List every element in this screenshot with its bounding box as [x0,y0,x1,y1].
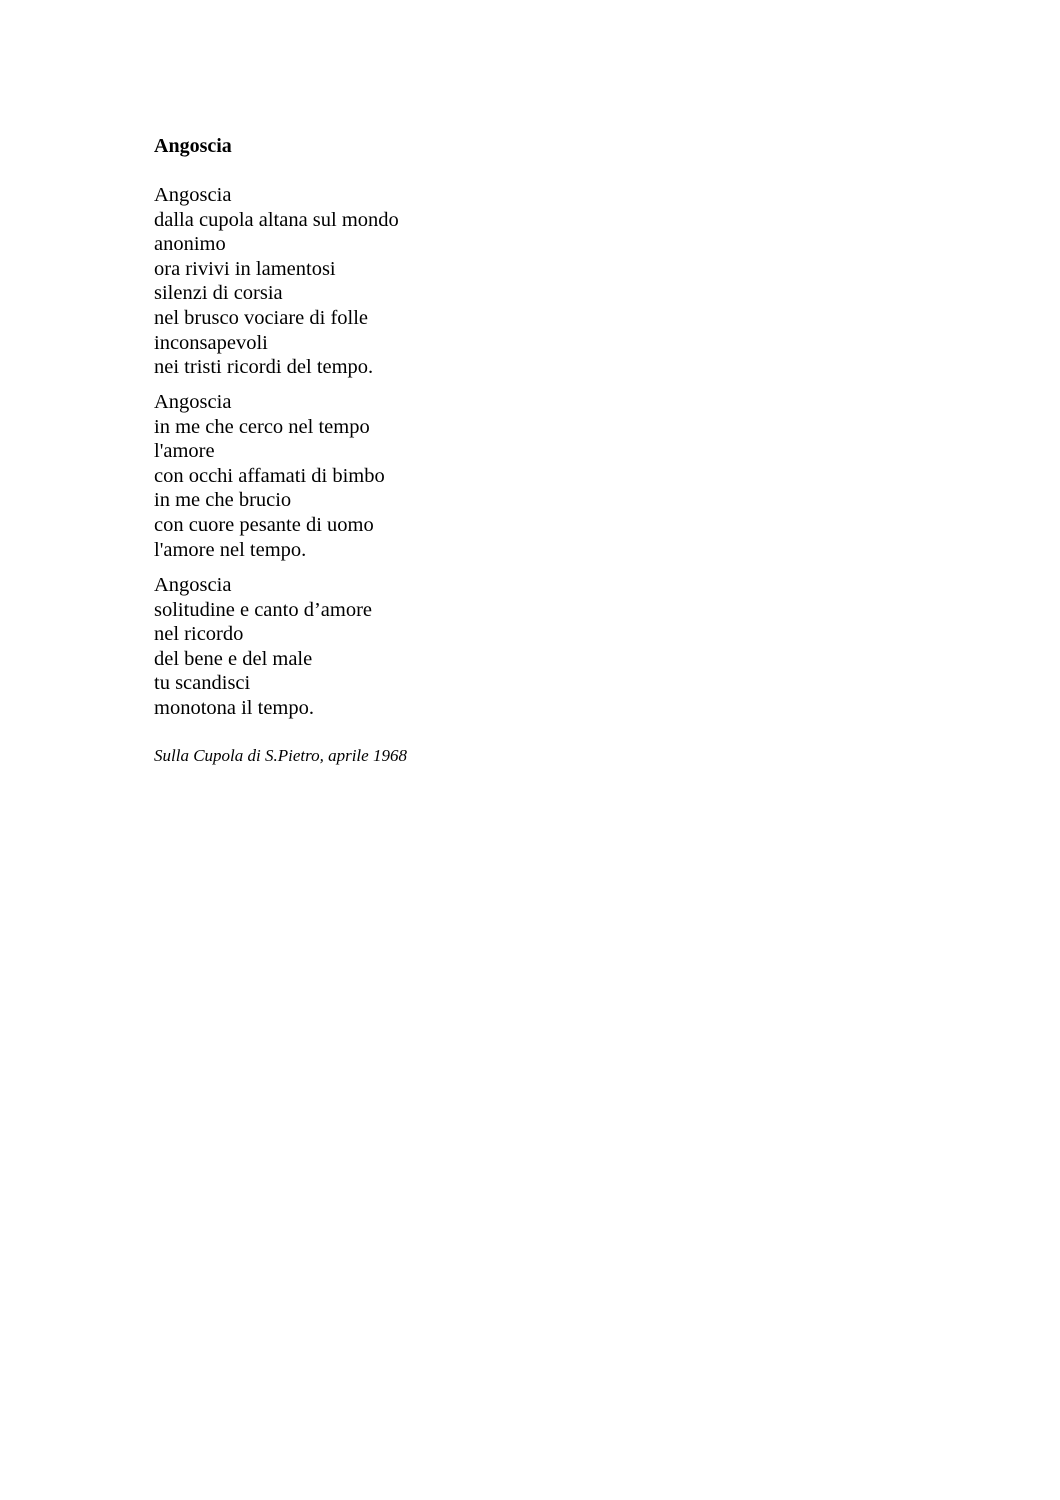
verse-line: silenzi di corsia [154,282,283,305]
poem-signature: Sulla Cupola di S.Pietro, aprile 1968 [154,746,407,765]
verse-line: Angoscia [154,574,232,596]
verse-line: solitudine e canto d’amore [154,598,373,621]
verse-line: con cuore pesante di uomo [154,513,374,536]
verse-line: ora rivivi in lamentosi [154,257,336,280]
poem-title: Angoscia [154,135,232,157]
verse-line: tu scandisci [154,672,251,695]
stanza-2 [154,390,385,562]
verse-line: nel brusco vociare di folle [154,306,369,329]
verse-line: con occhi affamati di bimbo [154,464,385,487]
verse-line: Angoscia [154,391,232,413]
verse-line: anonimo [154,233,226,256]
verse-line: in me che brucio [154,489,292,512]
verse-line: dalla cupola altana sul mondo [154,208,399,231]
stanza-1 [154,183,399,380]
verse-line: del bene e del male [154,647,313,670]
verse-line: in me che cerco nel tempo [154,415,370,438]
stanza-3 [154,573,372,721]
verse-line: Angoscia [154,184,232,206]
verse-line: inconsapevoli [154,331,268,354]
verse-line: l'amore [154,440,215,463]
verse-line: nel ricordo [154,623,244,646]
verse-line: monotona il tempo. [154,696,314,719]
verse-line: l'amore nel tempo. [154,538,307,561]
verse-line: nei tristi ricordi del tempo. [154,356,374,379]
